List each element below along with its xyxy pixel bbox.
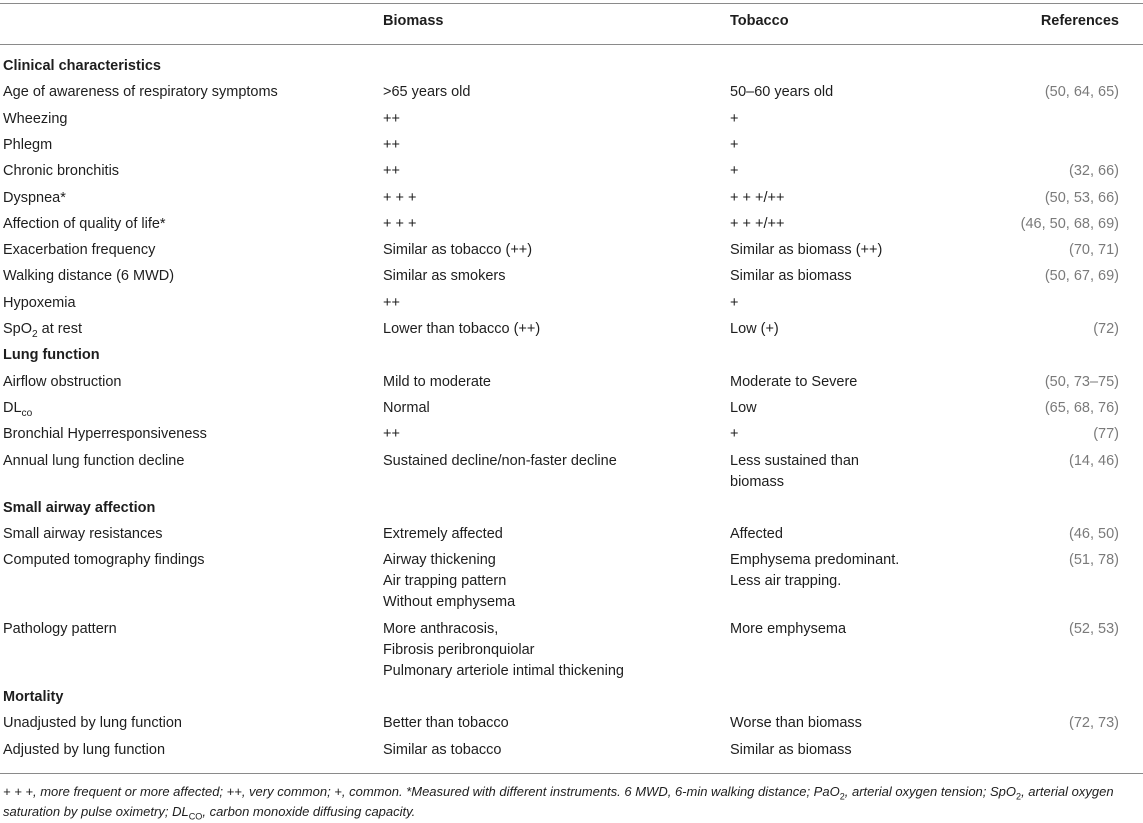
references-cell: (14, 46) xyxy=(1069,452,1119,469)
tobacco-cell: Affected xyxy=(730,526,783,543)
biomass-cell: + + + xyxy=(383,215,417,232)
footnote-sub-1: 2 xyxy=(839,791,845,802)
row-label xyxy=(3,214,166,235)
tobacco-cell: Moderate to Severe xyxy=(730,373,858,390)
tobacco-cell: + xyxy=(730,426,739,443)
tobacco-cell: + xyxy=(730,136,739,153)
biomass-cell: Extremely affected xyxy=(383,526,503,543)
header-tobacco: Tobacco xyxy=(730,13,789,29)
row-label-text: Affection of quality of life* xyxy=(3,215,166,232)
footnote-part-3: , arterial oxygen saturation by pulse oximetry; DL xyxy=(3,784,1114,819)
tobacco-cell: Similar as biomass xyxy=(730,268,852,285)
biomass-cell: Better than tobacco xyxy=(383,715,509,732)
row-label-text: DL xyxy=(3,399,22,416)
tobacco-cell: biomass xyxy=(730,473,784,490)
row-label-subscript: co xyxy=(21,407,33,419)
section-heading: Lung function xyxy=(3,347,100,364)
tobacco-cell: Less air trapping. xyxy=(730,573,842,590)
row-label-tail: at rest xyxy=(37,321,82,337)
row-label-text: Walking distance (6 MWD) xyxy=(3,268,175,285)
row-label-text: Age of awareness of respiratory symptoms xyxy=(3,84,278,101)
row-label xyxy=(3,161,119,182)
tobacco-cell: + xyxy=(730,294,739,311)
references-cell: (72) xyxy=(1093,321,1119,337)
biomass-cell: Mild to moderate xyxy=(383,373,491,390)
row-label-text: Dyspnea* xyxy=(3,189,66,206)
row-label xyxy=(3,619,117,640)
row-label xyxy=(3,319,82,340)
references-cell: (46, 50, 68, 69) xyxy=(1020,215,1119,232)
biomass-cell: Fibrosis peribronquiolar xyxy=(383,641,535,658)
tobacco-cell: 50–60 years old xyxy=(730,84,834,101)
row-label xyxy=(3,524,163,545)
header-biomass: Biomass xyxy=(383,13,444,29)
row-label-text: Unadjusted by lung function xyxy=(3,715,182,732)
tobacco-cell: Emphysema predominant. xyxy=(730,552,900,569)
row-label xyxy=(3,451,184,472)
references-cell: (50, 53, 66) xyxy=(1044,189,1119,206)
biomass-cell: Similar as tobacco xyxy=(383,741,502,758)
references-cell: (77) xyxy=(1093,426,1119,443)
biomass-cell: ++ xyxy=(383,294,400,311)
row-label xyxy=(3,740,165,761)
biomass-cell: ++ xyxy=(383,163,400,180)
tobacco-cell: Low xyxy=(730,399,757,416)
header-references: References xyxy=(1040,13,1119,29)
section-heading: Clinical characteristics xyxy=(3,58,161,74)
section-heading: Mortality xyxy=(3,689,64,705)
biomass-cell: ++ xyxy=(383,426,400,443)
row-label xyxy=(3,293,76,314)
tobacco-cell: Similar as biomass xyxy=(730,741,852,758)
biomass-cell: Similar as tobacco (++) xyxy=(383,242,533,259)
row-label-text: Annual lung function decline xyxy=(3,452,185,469)
references-cell: (52, 53) xyxy=(1069,620,1119,637)
tobacco-cell: + + +/++ xyxy=(730,189,785,206)
row-label xyxy=(3,266,174,287)
row-label-text: Exacerbation frequency xyxy=(3,242,156,259)
references-cell: (65, 68, 76) xyxy=(1044,399,1119,416)
table-footnote xyxy=(3,782,1133,822)
references-cell: (70, 71) xyxy=(1069,242,1119,259)
row-label xyxy=(3,424,207,445)
row-label-text: Bronchial Hyperresponsiveness xyxy=(3,426,207,443)
biomass-cell: Air trapping pattern xyxy=(383,573,507,590)
row-label xyxy=(3,398,32,419)
footnote-part-2: , arterial oxygen tension; SpO xyxy=(844,784,1017,799)
biomass-cell: >65 years old xyxy=(383,84,471,101)
row-label xyxy=(3,372,121,393)
biomass-cell: Normal xyxy=(383,399,430,416)
references-cell: (32, 66) xyxy=(1069,163,1119,180)
row-label-text: Adjusted by lung function xyxy=(3,741,166,758)
row-label xyxy=(3,188,66,209)
row-label-text: Hypoxemia xyxy=(3,294,76,311)
tobacco-cell: Less sustained than xyxy=(730,452,859,469)
tobacco-cell: Worse than biomass xyxy=(730,715,862,732)
biomass-cell: Lower than tobacco (++) xyxy=(383,321,541,337)
row-label-text: Pathology pattern xyxy=(3,620,117,637)
row-label-text: Wheezing xyxy=(3,110,68,127)
footnote-part-1: + + +, more frequent or more affected; ++, very common; +, common. *Measured with different instruments. 6 MWD, 6-min walking distance; PaO xyxy=(3,784,840,799)
biomass-cell: Without emphysema xyxy=(383,594,516,611)
footnote-sub-3: CO xyxy=(188,811,203,822)
biomass-cell: More anthracosis, xyxy=(383,620,499,637)
tobacco-cell: Similar as biomass (++) xyxy=(730,242,883,259)
row-label-text: SpO xyxy=(3,321,33,337)
references-cell: (51, 78) xyxy=(1069,552,1119,569)
bottom-rule xyxy=(0,773,1143,774)
references-cell: (46, 50) xyxy=(1069,526,1119,543)
biomass-cell: ++ xyxy=(383,110,400,127)
biomass-cell: Airway thickening xyxy=(383,552,496,569)
row-label-text: Chronic bronchitis xyxy=(3,163,120,180)
row-label xyxy=(3,713,182,734)
header-rule xyxy=(0,44,1143,45)
biomass-cell: + + + xyxy=(383,189,417,206)
biomass-cell: Similar as smokers xyxy=(383,268,506,285)
row-label-subscript: 2 xyxy=(32,328,38,340)
section-heading: Small airway affection xyxy=(3,499,156,516)
row-label-text: Small airway resistances xyxy=(3,526,163,543)
row-label-text: Airflow obstruction xyxy=(3,373,122,390)
row-label xyxy=(3,109,67,130)
references-cell: (50, 67, 69) xyxy=(1044,268,1119,285)
tobacco-cell: + xyxy=(730,163,739,180)
tobacco-cell: + xyxy=(730,110,739,127)
row-label xyxy=(3,240,155,261)
top-rule xyxy=(0,3,1143,4)
references-cell: (50, 64, 65) xyxy=(1044,84,1119,101)
row-label-text: Computed tomography findings xyxy=(3,552,205,569)
biomass-cell: Sustained decline/non-faster decline xyxy=(383,452,617,469)
references-cell: (72, 73) xyxy=(1069,715,1119,732)
references-cell: (50, 73–75) xyxy=(1044,373,1119,390)
row-label xyxy=(3,135,52,156)
tobacco-cell: Low (+) xyxy=(730,321,779,337)
row-label-text: Phlegm xyxy=(3,136,53,153)
footnote-part-4: , carbon monoxide diffusing capacity. xyxy=(202,804,416,819)
tobacco-cell: + + +/++ xyxy=(730,215,785,232)
row-label xyxy=(3,82,278,103)
tobacco-cell: More emphysema xyxy=(730,620,847,637)
row-label xyxy=(3,550,205,571)
footnote-sub-2: 2 xyxy=(1016,791,1022,802)
biomass-cell: Pulmonary arteriole intimal thickening xyxy=(383,662,624,679)
biomass-cell: ++ xyxy=(383,136,400,153)
